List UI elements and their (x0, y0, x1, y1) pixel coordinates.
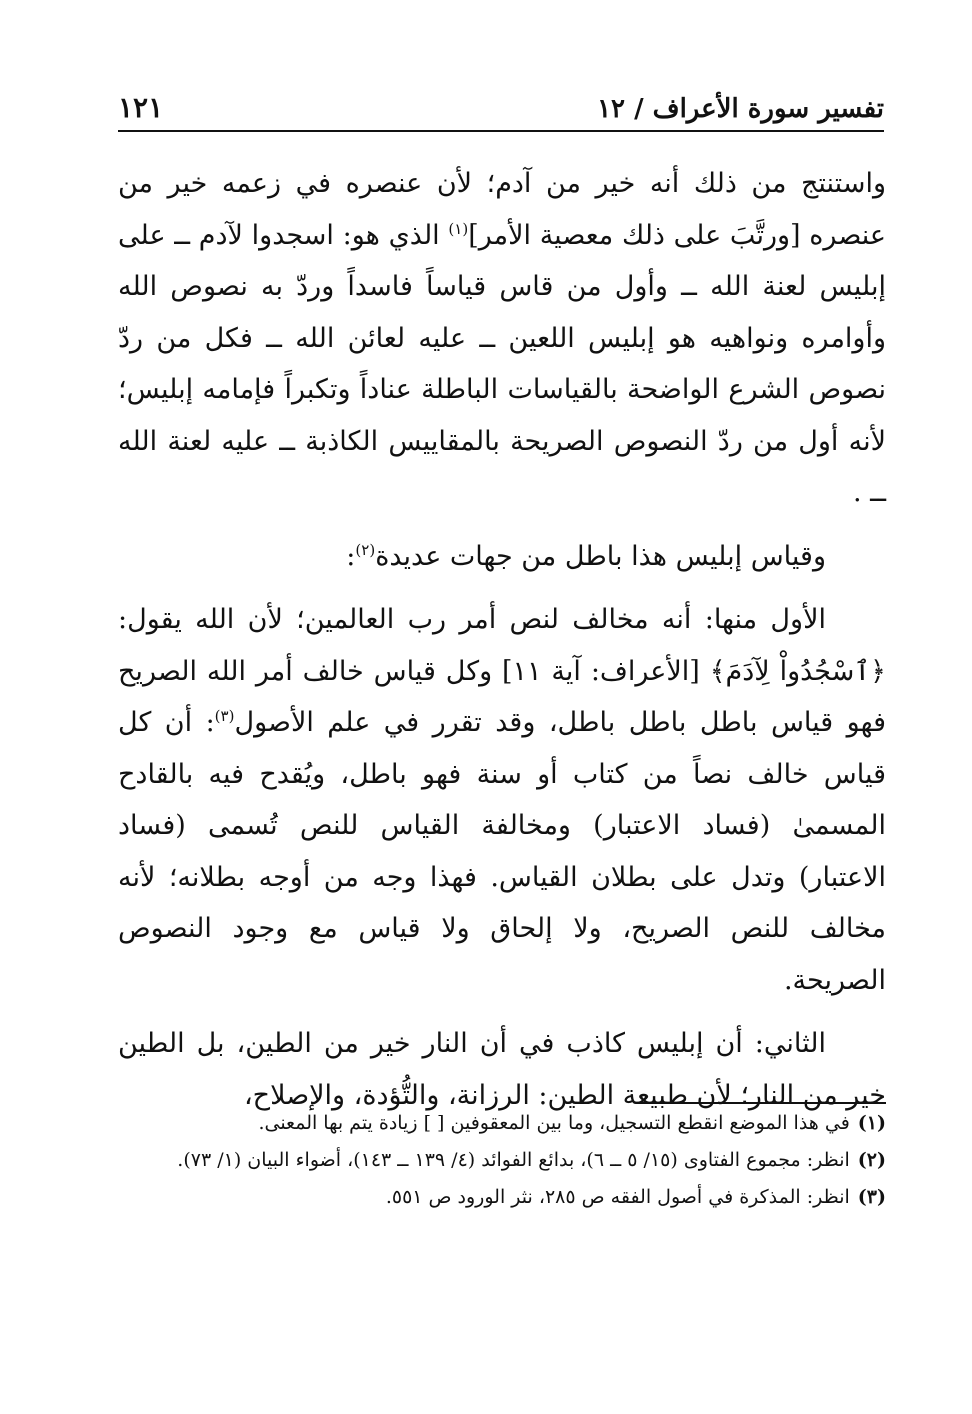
main-text (118, 158, 886, 1121)
paragraph-4-text: الثاني: أن إبليس كاذب في أن النار خير من الطين، بل الطين خير من النار؛ لأن طبيعة الطين: الرزانة، والتُّؤدة، والإصلاح، (118, 1028, 886, 1111)
footnote-3-text: انظر: المذكرة في أصول الفقه ص ٢٨٥، نثر الورود ص ٥٥١. (385, 1186, 850, 1208)
footnote-2-text: انظر: مجموع الفتاوى (١٥/ ٥ ــ ٦)، بدائع الفوائد (٤/ ١٣٩ ــ ١٤٣)، أضواء البيان (١/ ٧٣). (177, 1149, 850, 1171)
footnote-1-text: في هذا الموضع انقطع التسجيل، وما بين المعقوفين [ ] زيادة يتم بها المعنى. (258, 1112, 850, 1134)
paragraph-3-text-b: : أن كل قياس خالف نصاً من كتاب أو سنة فهو باطل، ويُقدح فيه بالقادح المسمىٰ (فساد الاعتبار) ومخالفة القياس للنص تُسمى (فساد الاعتبار) وتدل على بطلان القياس. فهذا وجه من أوجه بطلانه؛ لأنه مخالف للنص الصريح، ولا إلحاق ولا قياس مع وجود النصوص الصريحة. (118, 707, 886, 996)
paragraph-2-text-b: : (346, 540, 356, 572)
paragraph-3-text-a: الأول منها: أنه مخالف لنص أمر رب العالمين؛ لأن الله يقول: ﴿ٱسْجُدُواْ لِآدَمَ﴾ [الأعراف: آية ١١] وكل قياس خالف أمر الله الصريح فهو قياس باطل باطل باطل، وقد تقرر في علم الأصول (118, 604, 886, 738)
footnote-2-number: (٢) (857, 1149, 886, 1171)
footnote-1 (118, 1108, 886, 1139)
page-number: ١٢١ (118, 91, 164, 124)
footnote-1-number: (١) (857, 1112, 886, 1134)
footnote-ref-2[interactable]: (٢) (355, 540, 376, 559)
footnote-ref-3[interactable]: (٣) (214, 707, 235, 725)
paragraph-3 (118, 594, 886, 1006)
paragraph-1-text-b: الذي هو: اسجدوا لآدم ــ على إبليس لعنة الله ــ وأول من قاس قياساً فاسداً وردّ به نصوص الله وأوامره ونواهيه هو إبليس اللعين ــ عليه لعائن الله ــ فكل من ردّ نصوص الشرع الواضحة بالقياسات الباطلة عناداً وتكبراً فإمامه إبليس؛ لأنه أول من ردّ النصوص الصريحة بالمقاييس الكاذبة ــ عليه لعنة الله ــ . (118, 219, 886, 508)
footnote-ref-1[interactable]: (١) (448, 219, 469, 238)
footnotes (118, 1108, 886, 1219)
running-header (118, 82, 884, 132)
paragraph-2-text-a: وقياس إبليس هذا باطل من جهات عديدة (375, 540, 826, 572)
footnote-separator (636, 1102, 886, 1104)
paragraph-1-text-a: واستنتج من ذلك أنه خير من آدم؛ لأن عنصره في زعمه خير من عنصره [ورتَّبَ على ذلك معصية الأمر] (118, 168, 886, 251)
paragraph-4 (118, 1018, 886, 1121)
running-title: تفسير سورة الأعراف / ١٢ (597, 94, 884, 124)
footnote-2 (118, 1145, 886, 1176)
footnote-3 (118, 1182, 886, 1213)
footnote-3-number: (٣) (857, 1186, 886, 1208)
paragraph-2 (118, 531, 886, 583)
paragraph-1 (118, 158, 886, 519)
